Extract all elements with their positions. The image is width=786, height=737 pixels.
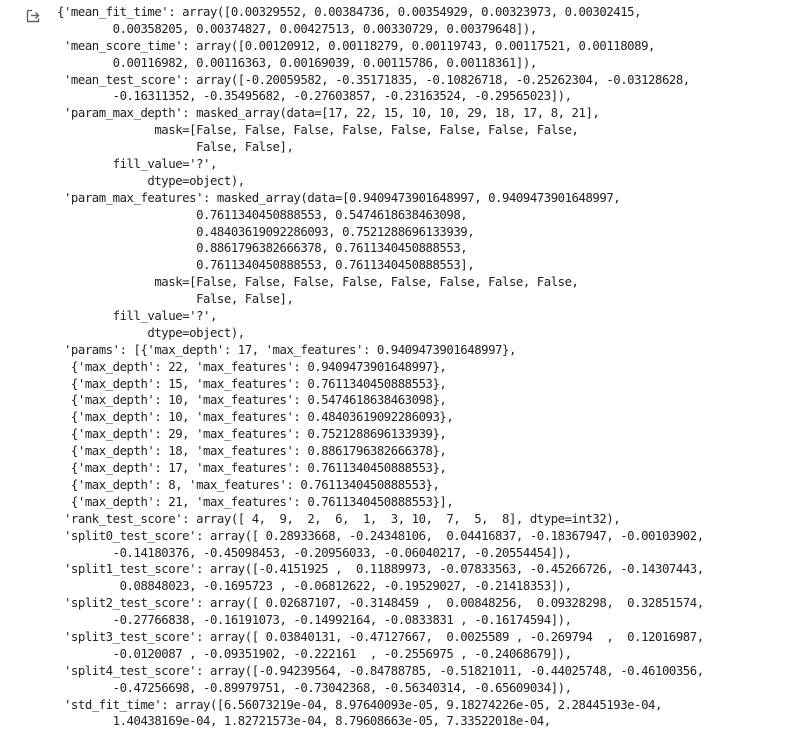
output-line: {'max_depth': 17, 'max_features': 0.7611340450888553}, [57,461,447,476]
output-line: {'max_depth': 29, 'max_features': 0.7521288696133939}, [57,427,447,442]
output-line: 0.08848023, -0.1695723 , -0.06812622, -0.19529027, -0.21418353]), [57,579,572,594]
output-line: 'param_max_features': masked_array(data=[0.9409473901648997, 0.9409473901648997, [57,190,621,205]
output-line: {'max_depth': 8, 'max_features': 0.7611340450888553}, [57,477,440,492]
output-line: 'mean_test_score': array([-0.20059582, -0.35171835, -0.10826718, -0.25262304, -0.03128628, [57,72,690,87]
output-line: 'rank_test_score': array([ 4, 9, 2, 6, 1, 3, 10, 7, 5, 8], dtype=int32), [57,511,621,526]
output-line: fill_value='?', [57,157,217,172]
output-text [57,4,704,730]
output-line: 'split2_test_score': array([ 0.02687107, -0.3148459 , 0.00848256, 0.09328298, 0.32851574, [57,596,704,611]
output-line: 'split1_test_score': array([-0.4151925 , 0.11889973, -0.07833563, -0.45266726, -0.14307443, [57,562,704,577]
output-line: -0.27766838, -0.16191073, -0.14992164, -0.0833831 , -0.16174594]), [57,613,572,628]
output-line: 'split0_test_score': array([ 0.28933668, -0.24348106, 0.04416837, -0.18367947, -0.00103902, [57,528,704,543]
output-line: 'param_max_depth': masked_array(data=[17, 22, 15, 10, 10, 29, 18, 17, 8, 21], [57,106,600,121]
output-line: -0.16311352, -0.35495682, -0.27603857, -0.23163524, -0.29565023]), [57,89,572,104]
output-line: False, False], [57,140,294,155]
output-line: 'split3_test_score': array([ 0.03840131, -0.47127667, 0.0025589 , -0.269794 , 0.12016987, [57,629,704,644]
output-line: {'max_depth': 10, 'max_features': 0.5474618638463098}, [57,393,447,408]
output-line: -0.0120087 , -0.09351902, -0.222161 , -0.2556975 , -0.24068679]), [57,646,572,661]
output-line: mask=[False, False, False, False, False, False, False, False, [57,275,579,290]
output-line: {'max_depth': 18, 'max_features': 0.8861796382666378}, [57,444,447,459]
output-line: 0.48403619092286093, 0.7521288696133939, [57,224,475,239]
output-line: 0.7611340450888553, 0.5474618638463098, [57,207,468,222]
output-line: -0.14180376, -0.45098453, -0.20956033, -0.06040217, -0.20554454]), [57,545,572,560]
output-line: 1.40438169e-04, 1.82721573e-04, 8.79608663e-05, 7.33522018e-04, [57,714,551,729]
output-line: {'max_depth': 15, 'max_features': 0.7611340450888553}, [57,376,447,391]
output-line: -0.47256698, -0.89979751, -0.73042368, -0.56340314, -0.65609034]), [57,680,572,695]
output-line: {'max_depth': 21, 'max_features': 0.7611340450888553}], [57,494,454,509]
output-line: {'max_depth': 10, 'max_features': 0.48403619092286093}, [57,410,454,425]
output-line: 0.00358205, 0.00374827, 0.00427513, 0.00330729, 0.00379648]), [57,21,537,36]
output-line: dtype=object), [57,173,245,188]
output-line: 0.7611340450888553, 0.7611340450888553], [57,258,475,273]
output-line: 'mean_score_time': array([0.00120912, 0.00118279, 0.00119743, 0.00117521, 0.00118089, [57,38,655,53]
output-line: dtype=object), [57,325,245,340]
output-line: fill_value='?', [57,309,217,324]
output-line: 0.00116982, 0.00116363, 0.00169039, 0.00115786, 0.00118361]), [57,55,537,70]
output-line: {'max_depth': 22, 'max_features': 0.9409473901648997}, [57,359,447,374]
output-line: 0.8861796382666378, 0.7611340450888553, [57,241,468,256]
output-line: 'std_fit_time': array([6.56073219e-04, 8.97640093e-05, 9.18274226e-05, 2.28445193e-04, [57,697,662,712]
output-redirect-icon[interactable] [25,8,41,24]
output-line: False, False], [57,292,294,307]
output-line: mask=[False, False, False, False, False, False, False, False, [57,123,579,138]
output-line: 'split4_test_score': array([-0.94239564, -0.84788785, -0.51821011, -0.44025748, -0.46100356, [57,663,704,678]
output-line: 'params': [{'max_depth': 17, 'max_features': 0.9409473901648997}, [57,342,516,357]
output-line: {'mean_fit_time': array([0.00329552, 0.00384736, 0.00354929, 0.00323973, 0.00302415, [57,5,642,19]
